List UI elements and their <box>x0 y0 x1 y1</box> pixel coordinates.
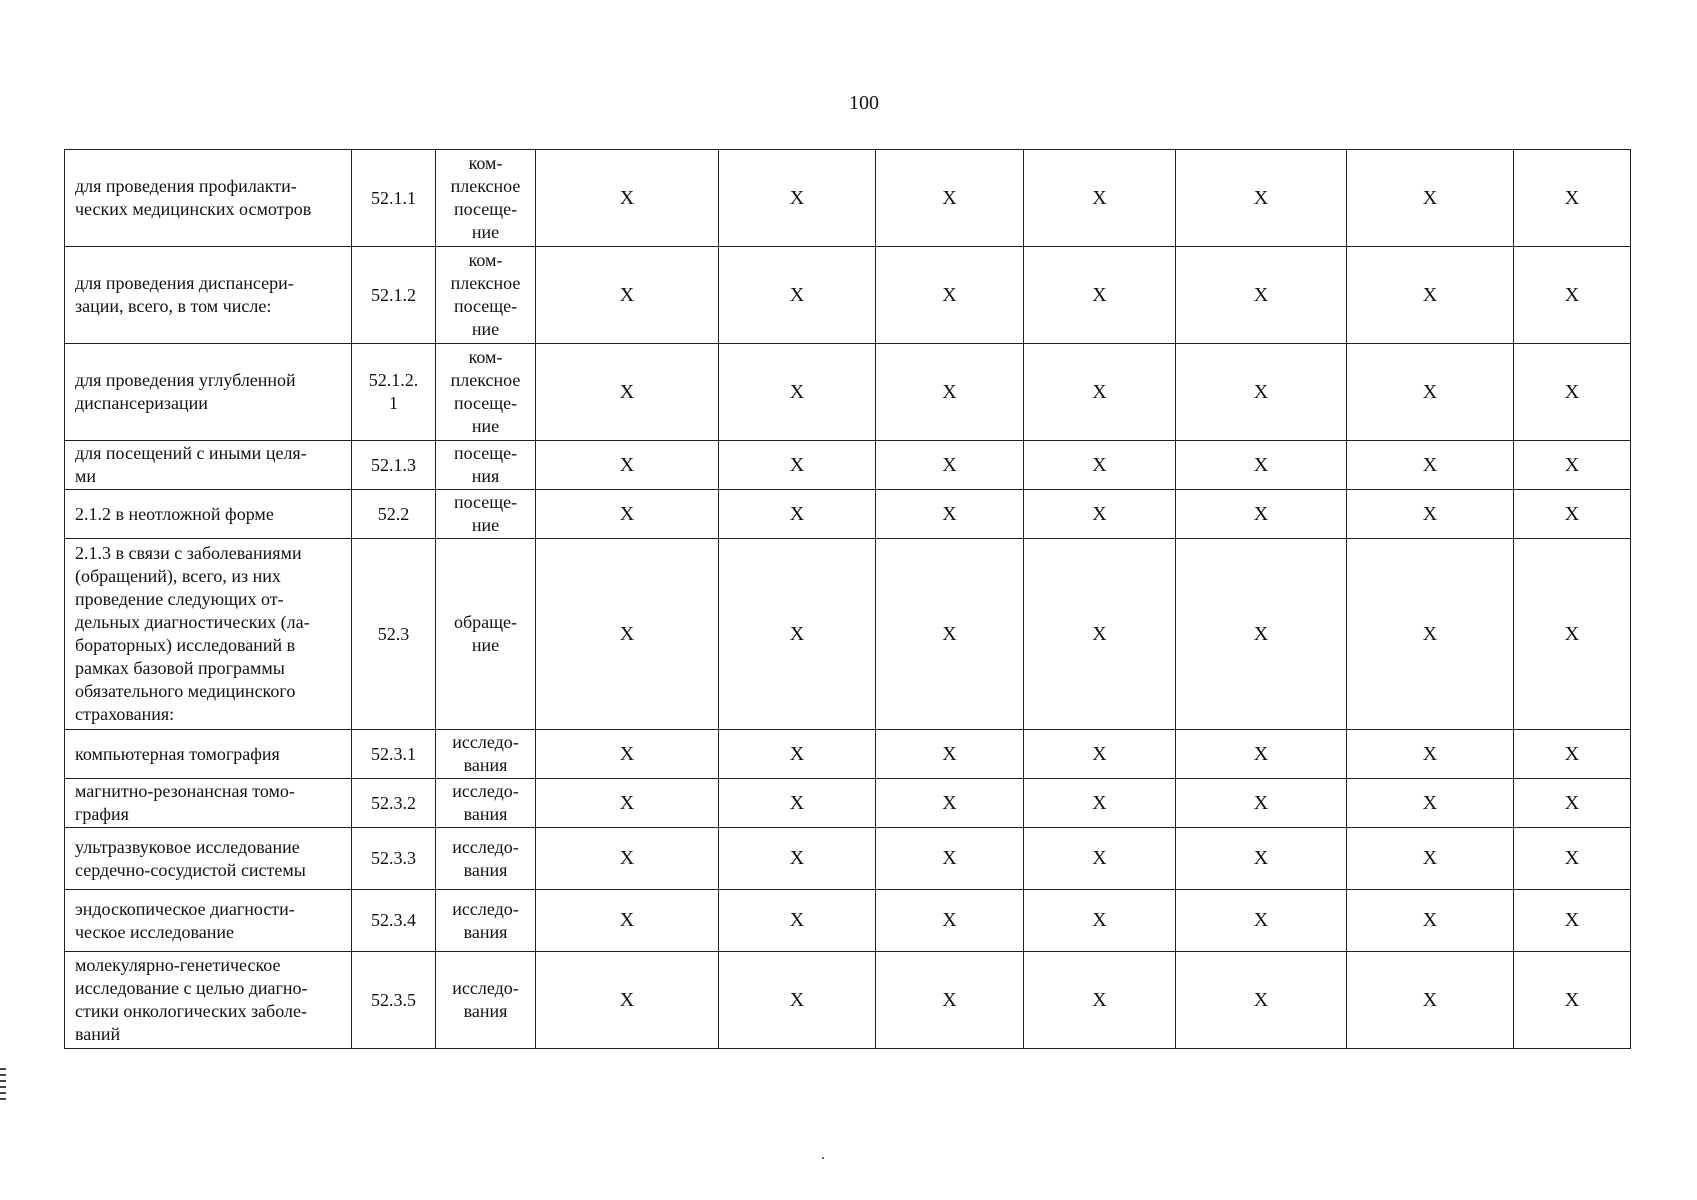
row-name-cell: эндоскопическое диагности- ческое исследование <box>65 890 352 952</box>
x-mark-cell: X <box>1514 150 1631 247</box>
x-mark-cell: X <box>1514 730 1631 779</box>
x-mark-cell: X <box>536 952 719 1049</box>
x-mark-cell: X <box>1176 828 1347 890</box>
x-mark-cell: X <box>1024 344 1176 441</box>
x-mark-cell: X <box>1347 779 1514 828</box>
scan-margin-marks <box>0 1068 6 1100</box>
x-mark-cell: X <box>719 952 876 1049</box>
x-mark-cell: X <box>1347 247 1514 344</box>
x-mark-cell: X <box>719 441 876 490</box>
table-row <box>65 952 1631 1049</box>
x-mark-cell: X <box>1176 730 1347 779</box>
x-mark-cell: X <box>1024 539 1176 730</box>
table-row <box>65 828 1631 890</box>
x-mark-cell: X <box>1347 150 1514 247</box>
x-mark-cell: X <box>536 890 719 952</box>
row-code-cell: 52.3.1 <box>352 730 436 779</box>
row-code-cell: 52.1.2 <box>352 247 436 344</box>
x-mark-cell: X <box>876 441 1024 490</box>
row-name-cell: 2.1.2 в неотложной форме <box>65 490 352 539</box>
row-unit-cell: посеще- ния <box>436 441 536 490</box>
row-name-cell: 2.1.3 в связи с заболеваниями (обращений), всего, из них проведение следующих от- дельных диагностических (ла- бораторных) исследований в рамках базовой программы обязательного медицинского страхования: <box>65 539 352 730</box>
x-mark-cell: X <box>719 730 876 779</box>
row-code-cell: 52.1.1 <box>352 150 436 247</box>
x-mark-cell: X <box>1347 730 1514 779</box>
x-mark-cell: X <box>1176 344 1347 441</box>
row-name-cell: молекулярно-генетическое исследование с целью диагно- стики онкологических заболе- ваний <box>65 952 352 1049</box>
x-mark-cell: X <box>536 539 719 730</box>
x-mark-cell: X <box>1347 828 1514 890</box>
x-mark-cell: X <box>1514 247 1631 344</box>
row-code-cell: 52.2 <box>352 490 436 539</box>
x-mark-cell: X <box>719 828 876 890</box>
x-mark-cell: X <box>1024 247 1176 344</box>
x-mark-cell: X <box>536 247 719 344</box>
row-name-cell: для проведения профилакти- ческих медицинских осмотров <box>65 150 352 247</box>
row-code-cell: 52.3.4 <box>352 890 436 952</box>
row-code-cell: 52.1.2. 1 <box>352 344 436 441</box>
row-unit-cell: посеще- ние <box>436 490 536 539</box>
x-mark-cell: X <box>719 247 876 344</box>
x-mark-cell: X <box>1347 539 1514 730</box>
row-name-cell: для проведения диспансери- зации, всего, в том числе: <box>65 247 352 344</box>
x-mark-cell: X <box>536 828 719 890</box>
x-mark-cell: X <box>1176 779 1347 828</box>
page-number: 100 <box>849 92 879 114</box>
x-mark-cell: X <box>1024 890 1176 952</box>
row-unit-cell: исследо- вания <box>436 730 536 779</box>
x-mark-cell: X <box>1514 490 1631 539</box>
x-mark-cell: X <box>876 247 1024 344</box>
table-row <box>65 490 1631 539</box>
row-name-cell: компьютерная томография <box>65 730 352 779</box>
x-mark-cell: X <box>1514 779 1631 828</box>
row-unit-cell: исследо- вания <box>436 779 536 828</box>
x-mark-cell: X <box>876 539 1024 730</box>
x-mark-cell: X <box>536 779 719 828</box>
x-mark-cell: X <box>719 344 876 441</box>
x-mark-cell: X <box>1024 952 1176 1049</box>
x-mark-cell: X <box>876 344 1024 441</box>
row-unit-cell: исследо- вания <box>436 828 536 890</box>
x-mark-cell: X <box>876 828 1024 890</box>
x-mark-cell: X <box>1176 490 1347 539</box>
row-name-cell: магнитно-резонансная томо- графия <box>65 779 352 828</box>
x-mark-cell: X <box>1176 539 1347 730</box>
x-mark-cell: X <box>1347 344 1514 441</box>
x-mark-cell: X <box>719 150 876 247</box>
x-mark-cell: X <box>1176 952 1347 1049</box>
x-mark-cell: X <box>1514 441 1631 490</box>
x-mark-cell: X <box>876 890 1024 952</box>
row-unit-cell: исследо- вания <box>436 952 536 1049</box>
table-row <box>65 150 1631 247</box>
row-unit-cell: обраще- ние <box>436 539 536 730</box>
x-mark-cell: X <box>719 490 876 539</box>
row-unit-cell: ком- плексное посеще- ние <box>436 247 536 344</box>
x-mark-cell: X <box>1024 730 1176 779</box>
row-code-cell: 52.3 <box>352 539 436 730</box>
row-code-cell: 52.3.3 <box>352 828 436 890</box>
table-row <box>65 779 1631 828</box>
x-mark-cell: X <box>1347 890 1514 952</box>
x-mark-cell: X <box>1176 247 1347 344</box>
x-mark-cell: X <box>536 490 719 539</box>
scan-speck <box>822 1157 824 1159</box>
table-row <box>65 730 1631 779</box>
x-mark-cell: X <box>1176 890 1347 952</box>
x-mark-cell: X <box>1024 828 1176 890</box>
x-mark-cell: X <box>536 441 719 490</box>
table-row <box>65 344 1631 441</box>
x-mark-cell: X <box>536 730 719 779</box>
x-mark-cell: X <box>1514 539 1631 730</box>
x-mark-cell: X <box>876 779 1024 828</box>
row-name-cell: ультразвуковое исследование сердечно-сосудистой системы <box>65 828 352 890</box>
x-mark-cell: X <box>1176 441 1347 490</box>
row-name-cell: для проведения углубленной диспансеризации <box>65 344 352 441</box>
x-mark-cell: X <box>876 952 1024 1049</box>
table-row <box>65 247 1631 344</box>
x-mark-cell: X <box>1024 441 1176 490</box>
x-mark-cell: X <box>719 890 876 952</box>
x-mark-cell: X <box>719 539 876 730</box>
x-mark-cell: X <box>876 490 1024 539</box>
row-unit-cell: ком- плексное посеще- ние <box>436 344 536 441</box>
table-row <box>65 890 1631 952</box>
table-body <box>65 150 1631 1049</box>
x-mark-cell: X <box>1514 890 1631 952</box>
x-mark-cell: X <box>1514 828 1631 890</box>
x-mark-cell: X <box>1514 344 1631 441</box>
row-code-cell: 52.3.5 <box>352 952 436 1049</box>
x-mark-cell: X <box>1347 490 1514 539</box>
x-mark-cell: X <box>876 730 1024 779</box>
row-code-cell: 52.1.3 <box>352 441 436 490</box>
table-row <box>65 441 1631 490</box>
x-mark-cell: X <box>719 779 876 828</box>
x-mark-cell: X <box>1347 441 1514 490</box>
x-mark-cell: X <box>536 344 719 441</box>
data-table <box>64 149 1631 1049</box>
row-unit-cell: ком- плексное посеще- ние <box>436 150 536 247</box>
x-mark-cell: X <box>1347 952 1514 1049</box>
x-mark-cell: X <box>1514 952 1631 1049</box>
x-mark-cell: X <box>1024 779 1176 828</box>
x-mark-cell: X <box>1024 150 1176 247</box>
x-mark-cell: X <box>1024 490 1176 539</box>
row-unit-cell: исследо- вания <box>436 890 536 952</box>
x-mark-cell: X <box>536 150 719 247</box>
x-mark-cell: X <box>876 150 1024 247</box>
x-mark-cell: X <box>1176 150 1347 247</box>
row-code-cell: 52.3.2 <box>352 779 436 828</box>
table-row <box>65 539 1631 730</box>
row-name-cell: для посещений с иными целя- ми <box>65 441 352 490</box>
